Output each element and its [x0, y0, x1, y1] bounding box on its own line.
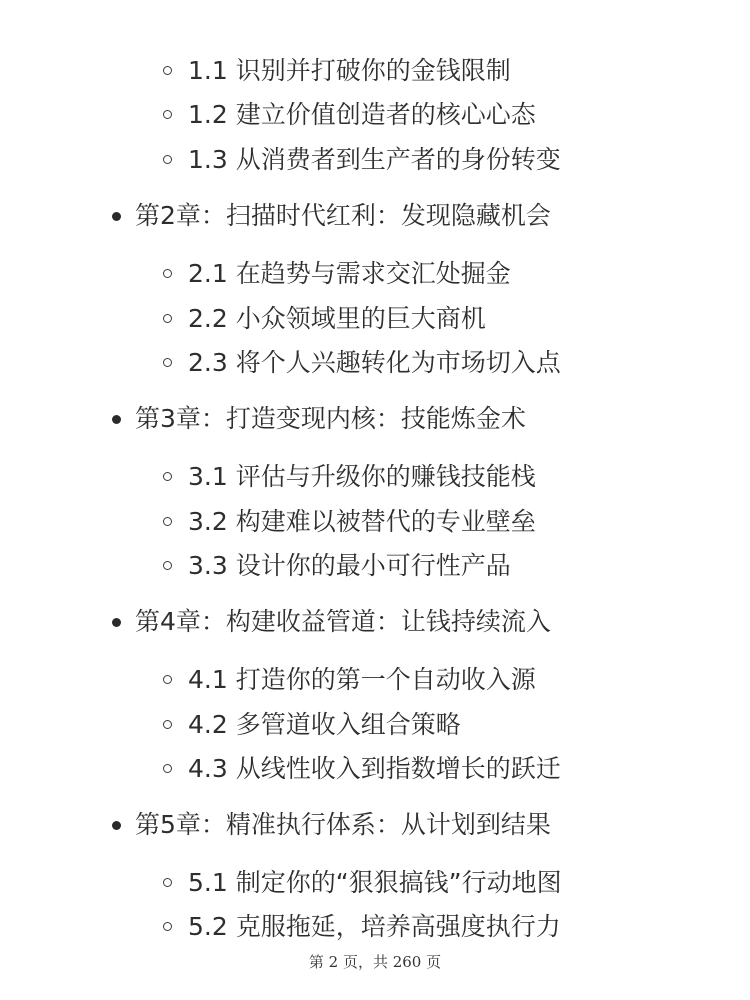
solid-bullet-icon [112, 415, 121, 424]
toc-subsection-4-3[interactable]: 4.3 从线性收入到指数增长的跃迁 [188, 754, 561, 783]
toc-subsection-1-3[interactable]: 1.3 从消费者到生产者的身份转变 [188, 145, 561, 174]
toc-chapter-5[interactable]: 第5章：精准执行体系：从计划到结果 [135, 810, 551, 839]
hollow-bullet-icon [163, 878, 172, 887]
hollow-bullet-icon [163, 155, 172, 164]
hollow-bullet-icon [163, 314, 172, 323]
page-number-footer: 第 2 页，共 260 页 [308, 953, 442, 971]
toc-subsection-4-2[interactable]: 4.2 多管道收入组合策略 [188, 710, 461, 739]
toc-subsection-2-3[interactable]: 2.3 将个人兴趣转化为市场切入点 [188, 348, 561, 377]
hollow-bullet-icon [163, 675, 172, 684]
toc-subsection-2-2[interactable]: 2.2 小众领域里的巨大商机 [188, 304, 486, 333]
toc-subsection-2-1[interactable]: 2.1 在趋势与需求交汇处掘金 [188, 259, 511, 288]
toc-subsection-5-1[interactable]: 5.1 制定你的“狠狠搞钱”行动地图 [188, 868, 562, 897]
solid-bullet-icon [112, 212, 121, 221]
hollow-bullet-icon [163, 472, 172, 481]
hollow-bullet-icon [163, 561, 172, 570]
hollow-bullet-icon [163, 720, 172, 729]
toc-chapter-2[interactable]: 第2章：扫描时代红利：发现隐藏机会 [135, 201, 551, 230]
toc-subsection-3-3[interactable]: 3.3 设计你的最小可行性产品 [188, 551, 511, 580]
hollow-bullet-icon [163, 764, 172, 773]
hollow-bullet-icon [163, 922, 172, 931]
toc-chapter-4[interactable]: 第4章：构建收益管道：让钱持续流入 [135, 607, 551, 636]
hollow-bullet-icon [163, 358, 172, 367]
toc-subsection-1-2[interactable]: 1.2 建立价值创造者的核心心态 [188, 100, 536, 129]
toc-subsection-3-1[interactable]: 3.1 评估与升级你的赚钱技能栈 [188, 462, 536, 491]
hollow-bullet-icon [163, 66, 172, 75]
solid-bullet-icon [112, 821, 121, 830]
hollow-bullet-icon [163, 110, 172, 119]
toc-subsection-3-2[interactable]: 3.2 构建难以被替代的专业壁垒 [188, 507, 536, 536]
toc-chapter-3[interactable]: 第3章：打造变现内核：技能炼金术 [135, 404, 526, 433]
hollow-bullet-icon [163, 269, 172, 278]
solid-bullet-icon [112, 618, 121, 627]
toc-subsection-4-1[interactable]: 4.1 打造你的第一个自动收入源 [188, 665, 536, 694]
hollow-bullet-icon [163, 517, 172, 526]
toc-subsection-5-2[interactable]: 5.2 克服拖延，培养高强度执行力 [188, 912, 561, 941]
toc-subsection-1-1[interactable]: 1.1 识别并打破你的金钱限制 [188, 56, 511, 85]
